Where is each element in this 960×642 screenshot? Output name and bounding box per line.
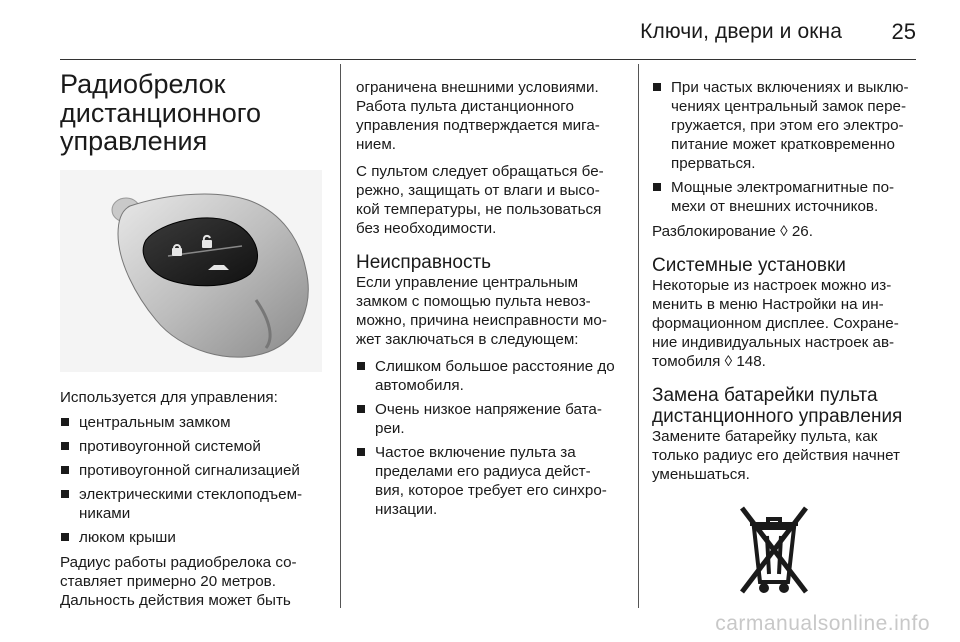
remote-key-fob-image bbox=[60, 170, 322, 372]
section-heading-battery: Замена батарейки пульта дистанционного управления bbox=[652, 385, 903, 427]
column-divider bbox=[638, 64, 639, 608]
list-item: электрическими стеклоподъем-никами bbox=[60, 485, 322, 523]
usage-list bbox=[60, 413, 322, 547]
list-item: центральным замком bbox=[60, 413, 322, 432]
column-1 bbox=[60, 70, 322, 618]
list-item: При частых включениях и выклю-чениях центральный замок пере-гружается, при этом его электро-питание может кратковременно прерваться. bbox=[652, 78, 922, 173]
watermark: carmanualsonline.info bbox=[715, 612, 930, 635]
battery-text: Замените батарейку пульта, как только радиус его действия начнет уменьшаться. bbox=[652, 428, 900, 483]
column-divider bbox=[340, 64, 341, 608]
section-heading-settings: Системные установки bbox=[652, 255, 846, 276]
list-item: Частое включение пульта за пределами его радиуса дейст-вия, которое требует его синхро-низации. bbox=[356, 443, 618, 519]
chapter-title: Ключи, двери и окна bbox=[640, 20, 842, 43]
list-item: Мощные электромагнитные по-мехи от внешних источников. bbox=[652, 178, 922, 216]
fault-list bbox=[356, 357, 618, 519]
header-rule bbox=[60, 59, 916, 60]
usage-intro: Используется для управления: bbox=[60, 388, 278, 406]
range-text: Радиус работы радиобрелока со-ставляет примерно 20 метров. Дальность действия может быть bbox=[60, 553, 297, 609]
unlock-reference: Разблокирование ◊ 26. bbox=[652, 223, 813, 240]
column-2 bbox=[356, 78, 618, 525]
section-heading-remote: Радиобрелок дистанционного управления bbox=[60, 69, 261, 156]
page-number: 25 bbox=[891, 19, 916, 44]
fault-text: Если управление центральным замком с помощью пульта невоз-можно, причина неисправности мо-жет заключаться в следующем: bbox=[356, 274, 607, 348]
list-item: люком крыши bbox=[60, 528, 322, 547]
list-item: Очень низкое напряжение бата-реи. bbox=[356, 400, 618, 438]
paragraph: ограничена внешними условиями. Работа пульта дистанционного управления подтверждается мига-нием. bbox=[356, 79, 600, 153]
column-3 bbox=[652, 78, 922, 600]
list-item: Слишком большое расстояние до автомобиля. bbox=[356, 357, 618, 395]
crossed-bin-icon bbox=[734, 500, 814, 600]
list-item: противоугонной системой bbox=[60, 437, 322, 456]
section-heading-fault: Неисправность bbox=[356, 252, 492, 273]
paragraph: С пультом следует обращаться бе-режно, защищать от влаги и высо-кой температуры, не пользоваться без необходимости. bbox=[356, 163, 604, 237]
settings-text: Некоторые из настроек можно из-менить в меню Настройки на ин-формационном дисплее. Сохране-ние индивидуальных настроек ав-томобиля ◊ 148. bbox=[652, 277, 899, 370]
fault-list-continued bbox=[652, 78, 922, 216]
list-item: противоугонной сигнализацией bbox=[60, 461, 322, 480]
page-header bbox=[0, 0, 960, 60]
